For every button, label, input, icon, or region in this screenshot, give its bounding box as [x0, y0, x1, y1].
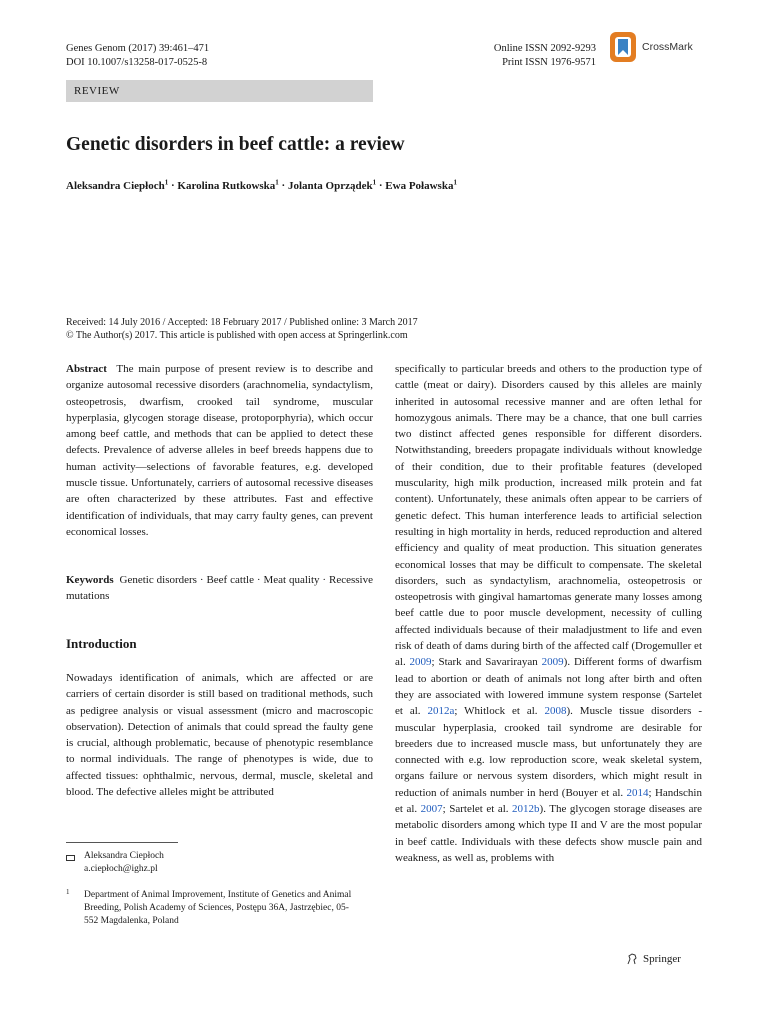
crossmark-label: CrossMark — [642, 41, 693, 53]
footnote-divider — [66, 842, 178, 843]
author-list: Aleksandra Ciepłoch$^1$ · Karolina Rutkowska$^1$ · Jolanta Oprządek$^1$ · Ewa Poławska$^1$ — [66, 178, 457, 192]
article-type-bar: REVIEW — [66, 80, 373, 102]
introduction-heading: Introduction — [66, 636, 137, 651]
keywords-block — [66, 572, 373, 605]
abstract-block — [66, 361, 373, 540]
citation-link[interactable]: 2014 — [626, 786, 649, 799]
corresponding-email[interactable]: a.ciepłoch@ighz.pl — [84, 864, 158, 874]
affiliation-number: 1 — [66, 888, 70, 896]
publication-history — [66, 316, 418, 342]
author-2[interactable]: Karolina Rutkowska$^1$ — [177, 178, 279, 192]
envelope-icon — [66, 855, 75, 861]
publisher-logo — [625, 952, 681, 966]
abstract-label: Abstract — [66, 363, 107, 375]
citation-link[interactable]: 2012a — [427, 705, 455, 718]
journal-citation: Genes Genom (2017) 39:461–471 — [66, 43, 210, 54]
citation-link[interactable]: 2012b — [512, 803, 540, 816]
author-3[interactable]: Jolanta Oprządek$^1$ — [287, 178, 377, 192]
citation-link[interactable]: 2008 — [544, 705, 567, 718]
article-title: Genetic disorders in beef cattle: a review — [66, 134, 405, 155]
citation-link[interactable]: 2009 — [409, 656, 432, 669]
abstract-text: The main purpose of present review is to describe and organize autosomal recessive disorders (arachnomelia, syndactylism, osteopetrosis, dwarfism, crooked tail syndrome, muscular hyperplasia, glycogen storage disease, protoporphyria), which occur among beef cattle, and methods that can be applied to detect these defects. Prevalence of adverse alleles in beef breeds happens due to human activity—selections of favorable features, e.g. developed muscle tissue. Unfortunately, carriers of autosomal recessive diseases are often characterized by these attributes. Fast and effective identification of individuals, that may carry faulty genes, can prevent economical losses. — [66, 363, 373, 538]
citation-link[interactable]: 2007 — [420, 803, 443, 816]
keywords-label: Keywords — [66, 574, 114, 586]
publisher-name: Springer — [643, 953, 681, 965]
print-issn: Print ISSN 1976-9571 — [502, 57, 596, 68]
keywords-text: Genetic disorders · Beef cattle · Meat quality · Recessive mutations — [66, 574, 373, 603]
running-header-left — [66, 42, 209, 70]
dates-line: Received: 14 July 2016 / Accepted: 18 February 2017 / Published online: 3 March 2017 — [66, 317, 418, 328]
online-issn: Online ISSN 2092-9293 — [493, 43, 596, 54]
springer-horse-icon — [625, 952, 639, 966]
affiliation-text: Department of Animal Improvement, Institute of Genetics and Animal Breeding, Polish Academy of Sciences, Postępu 36A, Jastrzębiec, 05-552 Magdalenka, Poland — [84, 890, 352, 926]
introduction-text: Nowadays identification of animals, which are affected or are carriers of certain disorder is still based on traditional methods, such as pedigree analysis or visual assessment (micro and macroscopic observation). Detection of animals that could spread the faulty gene is crucial, although problematic, because of phenotypic resemblance to normal individuals. The range of phenotypes is wide, due to affected tissues: ophthalmic, nervous, dermal, muscle, skeletal and blood. The defective alleles might be attributed — [66, 672, 373, 799]
right-column-text: specifically to particular breeds and others to the production type of cattle (meat or dairy). Disorders caused by this alleles are mainly inherited in autosomal recessive manner and are often lethal for homozygous animals. There may be a chance, that one bull carries two distinct affected genes responsible for different disorders. Notwithstanding, breeders propagate individuals without knowledge of their condition, due to their profitable features (developed muscularity, high milk production, increased milk protein and fat content). Unfortunately, these animals often appear to be carriers of genetic defect. This human interference leads to artificial selection resulting in high mortality in herds, reduced reproduction and altered efficiency and quality of meat production. This situation generates economical losses that may be difficult to compensate. The skeletal disorders, such as syndactylism, arachnomelia, osteopetrosis or osteopetrosis with gingival hamartomas generate many losses among beef cattle due to poor muscle development, necessity of culling affected individuals because of their maladjustment to life and even risk of death of dams during birth of the affected calf (Drogemuller et al. 2009; Stark and Savarirayan 2009). Different forms of dwarfism lead to abortion or death of animals not long after birth and often they are associated with lowered immune system response (Sartelet et al. 2012a; Whitlock et al. 2008). Muscle tissue disorders - muscular hyperplasia, crooked tail syndrome are desirable for breeders due to increased muscle mass, but unfortunately they are connected with e.g. low reproduction score, weak skeletal system, organs failure or nervous system disorders, which might result in reduction of animals number in herd (Bouyer et al. 2014; Handschin et al. 2007; Sartelet et al. 2012b). The glycogen storage diseases are metabolic disorders among which type II and V are the most popular in beef cattle. Individuals with these defects show muscle pain and weakness, as well as, problems with — [395, 363, 702, 864]
crossmark-icon — [608, 30, 638, 64]
corresponding-name: Aleksandra Ciepłoch — [84, 851, 164, 861]
corresponding-author — [84, 850, 164, 876]
crossmark-badge[interactable] — [608, 30, 693, 64]
author-1[interactable]: Aleksandra Ciepłoch$^1$ — [66, 178, 169, 192]
citation-link[interactable]: 2009 — [541, 656, 564, 669]
running-header-right — [494, 42, 596, 70]
copyright-line: © The Author(s) 2017. This article is published with open access at Springerlink.com — [66, 330, 408, 341]
introduction-text-block — [66, 670, 373, 800]
doi[interactable]: DOI 10.1007/s13258-017-0525-8 — [66, 57, 208, 68]
author-4[interactable]: Ewa Poławska$^1$ — [385, 178, 457, 192]
